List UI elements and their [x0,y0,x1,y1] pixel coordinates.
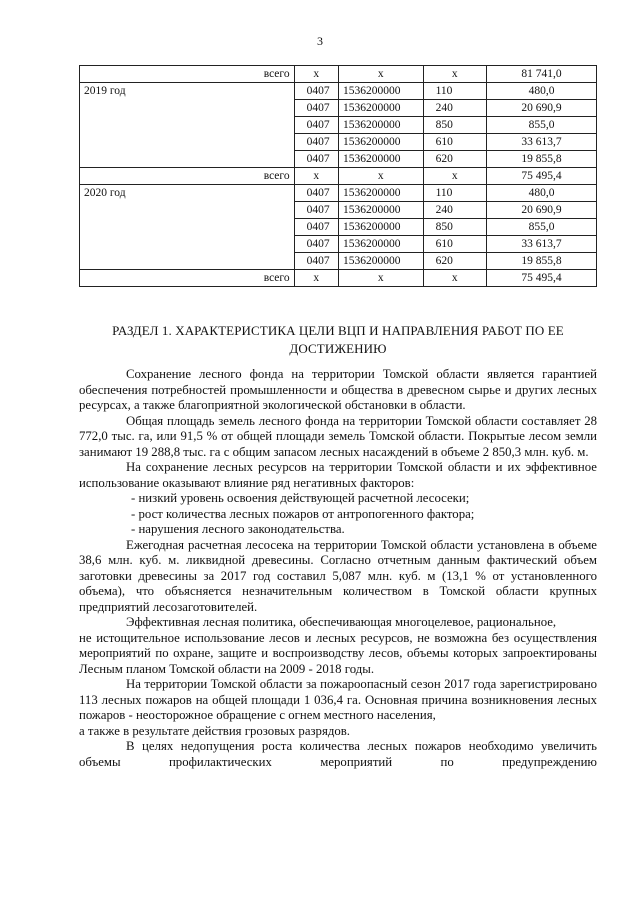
target-cell: 1536200000 [339,253,424,270]
paragraph: Сохранение лесного фонда на территории Томской области является гарантией обеспечения потребностей промышленности и общества в древесном сырье и других лесных ресурсах, а также благоприятной экологической обстановки в области. [79,367,597,412]
paragraph: Общая площадь земель лесного фонда на территории Томской области составляет 28 772,0 тыс. га, или 91,5 % от общей площади земель Томской области. Покрытые лесом земли занимают 19 288,8 тыс. га с общим запасом лесных насаждений в объеме 2 850,3 млн. куб. м. [79,413,597,459]
kind-cell: 110 [423,83,486,100]
paragraph: В целях недопущения роста количества лесных пожаров необходимо увеличить объемы профилактических мероприятий по предупреждению [79,739,597,769]
year-cell: 2020 год [80,185,295,270]
year-cell: 2019 год [80,83,295,168]
body-text [79,367,597,770]
target-cell: 1536200000 [339,185,424,202]
paragraph: Ежегодная расчетная лесосека на территории Томской области установлена в объеме 38,6 млн. куб. м. ликвидной древесины. Согласно отчетным данным фактический объем заготовки древесины за 2017 год составил 5,087 млн. куб. м (13,1 % от установленного объема), что объясняется незначительным количеством в Томской области крупных предприятий лесозаготовителей. [79,537,597,614]
code-cell: 0407 [294,151,338,168]
kind-cell: 850 [423,117,486,134]
section-title: РАЗДЕЛ 1. ХАРАКТЕРИСТИКА ЦЕЛИ ВЦП И НАПРАВЛЕНИЯ РАБОТ ПО ЕЕ ДОСТИЖЕНИЮ [112,323,564,356]
sum-cell: 855,0 [487,117,597,134]
sum-cell: 480,0 [487,185,597,202]
kind-cell: х [423,168,486,185]
paragraph: На сохранение лесных ресурсов на территории Томской области и их эффективное использование оказывают влияние ряд негативных факторов: [79,460,597,490]
code-cell: 0407 [294,185,338,202]
sum-cell: 75 495,4 [487,270,597,287]
paragraph: не истощительное использование лесов и лесных ресурсов, не возможна без осуществления мероприятий по охране, защите и воспроизводству лесов, объемы которых запроектированы Лесным планом Томской области на 2009 - 2018 годы. [79,630,597,676]
target-cell: х [339,270,424,287]
code-cell: х [294,168,338,185]
sum-cell: 75 495,4 [487,168,597,185]
table-row [80,185,597,202]
total-row [80,168,597,185]
code-cell: 0407 [294,134,338,151]
code-cell: 0407 [294,219,338,236]
paragraph: Эффективная лесная политика, обеспечивающая многоцелевое, рациональное, [126,615,557,629]
target-cell: 1536200000 [339,83,424,100]
target-cell: 1536200000 [339,117,424,134]
total-label: всего [80,168,295,185]
target-cell: 1536200000 [339,100,424,117]
kind-cell: 850 [423,219,486,236]
paragraph: На территории Томской области за пожароопасный сезон 2017 года зарегистрировано 113 лесных пожаров на общей площади 1 036,4 га. Основная причина возникновения лесных пожаров - неосторожное обращение с огнем местного населения, [79,677,597,722]
kind-cell: 620 [423,253,486,270]
kind-cell: 240 [423,100,486,117]
total-row [80,66,597,83]
budget-table [79,65,597,287]
sum-cell: 19 855,8 [487,151,597,168]
page-number: 3 [317,34,323,48]
target-cell: 1536200000 [339,219,424,236]
code-cell: 0407 [294,117,338,134]
paragraph: а также в результате действия грозовых разрядов. [79,723,350,738]
total-label: всего [80,270,295,287]
sum-cell: 20 690,9 [487,100,597,117]
target-cell: х [339,168,424,185]
kind-cell: х [423,270,486,287]
list-item: - рост количества лесных пожаров от антропогенного фактора; [131,506,475,521]
kind-cell: 240 [423,202,486,219]
list-item: - нарушения лесного законодательства. [131,522,345,536]
target-cell: 1536200000 [339,151,424,168]
table-row [80,83,597,100]
kind-cell: 610 [423,236,486,253]
code-cell: х [294,66,338,83]
sum-cell: 81 741,0 [487,66,597,83]
sum-cell: 33 613,7 [487,236,597,253]
sum-cell: 480,0 [487,83,597,100]
kind-cell: х [423,66,486,83]
total-row [80,270,597,287]
kind-cell: 620 [423,151,486,168]
code-cell: 0407 [294,202,338,219]
target-cell: 1536200000 [339,236,424,253]
code-cell: 0407 [294,236,338,253]
total-label: всего [80,66,295,83]
list-item: - низкий уровень освоения действующей расчетной лесосеки; [131,491,470,505]
code-cell: х [294,270,338,287]
kind-cell: 110 [423,185,486,202]
code-cell: 0407 [294,83,338,100]
code-cell: 0407 [294,100,338,117]
target-cell: 1536200000 [339,202,424,219]
sum-cell: 20 690,9 [487,202,597,219]
kind-cell: 610 [423,134,486,151]
sum-cell: 855,0 [487,219,597,236]
sum-cell: 19 855,8 [487,253,597,270]
target-cell: х [339,66,424,83]
target-cell: 1536200000 [339,134,424,151]
sum-cell: 33 613,7 [487,134,597,151]
code-cell: 0407 [294,253,338,270]
